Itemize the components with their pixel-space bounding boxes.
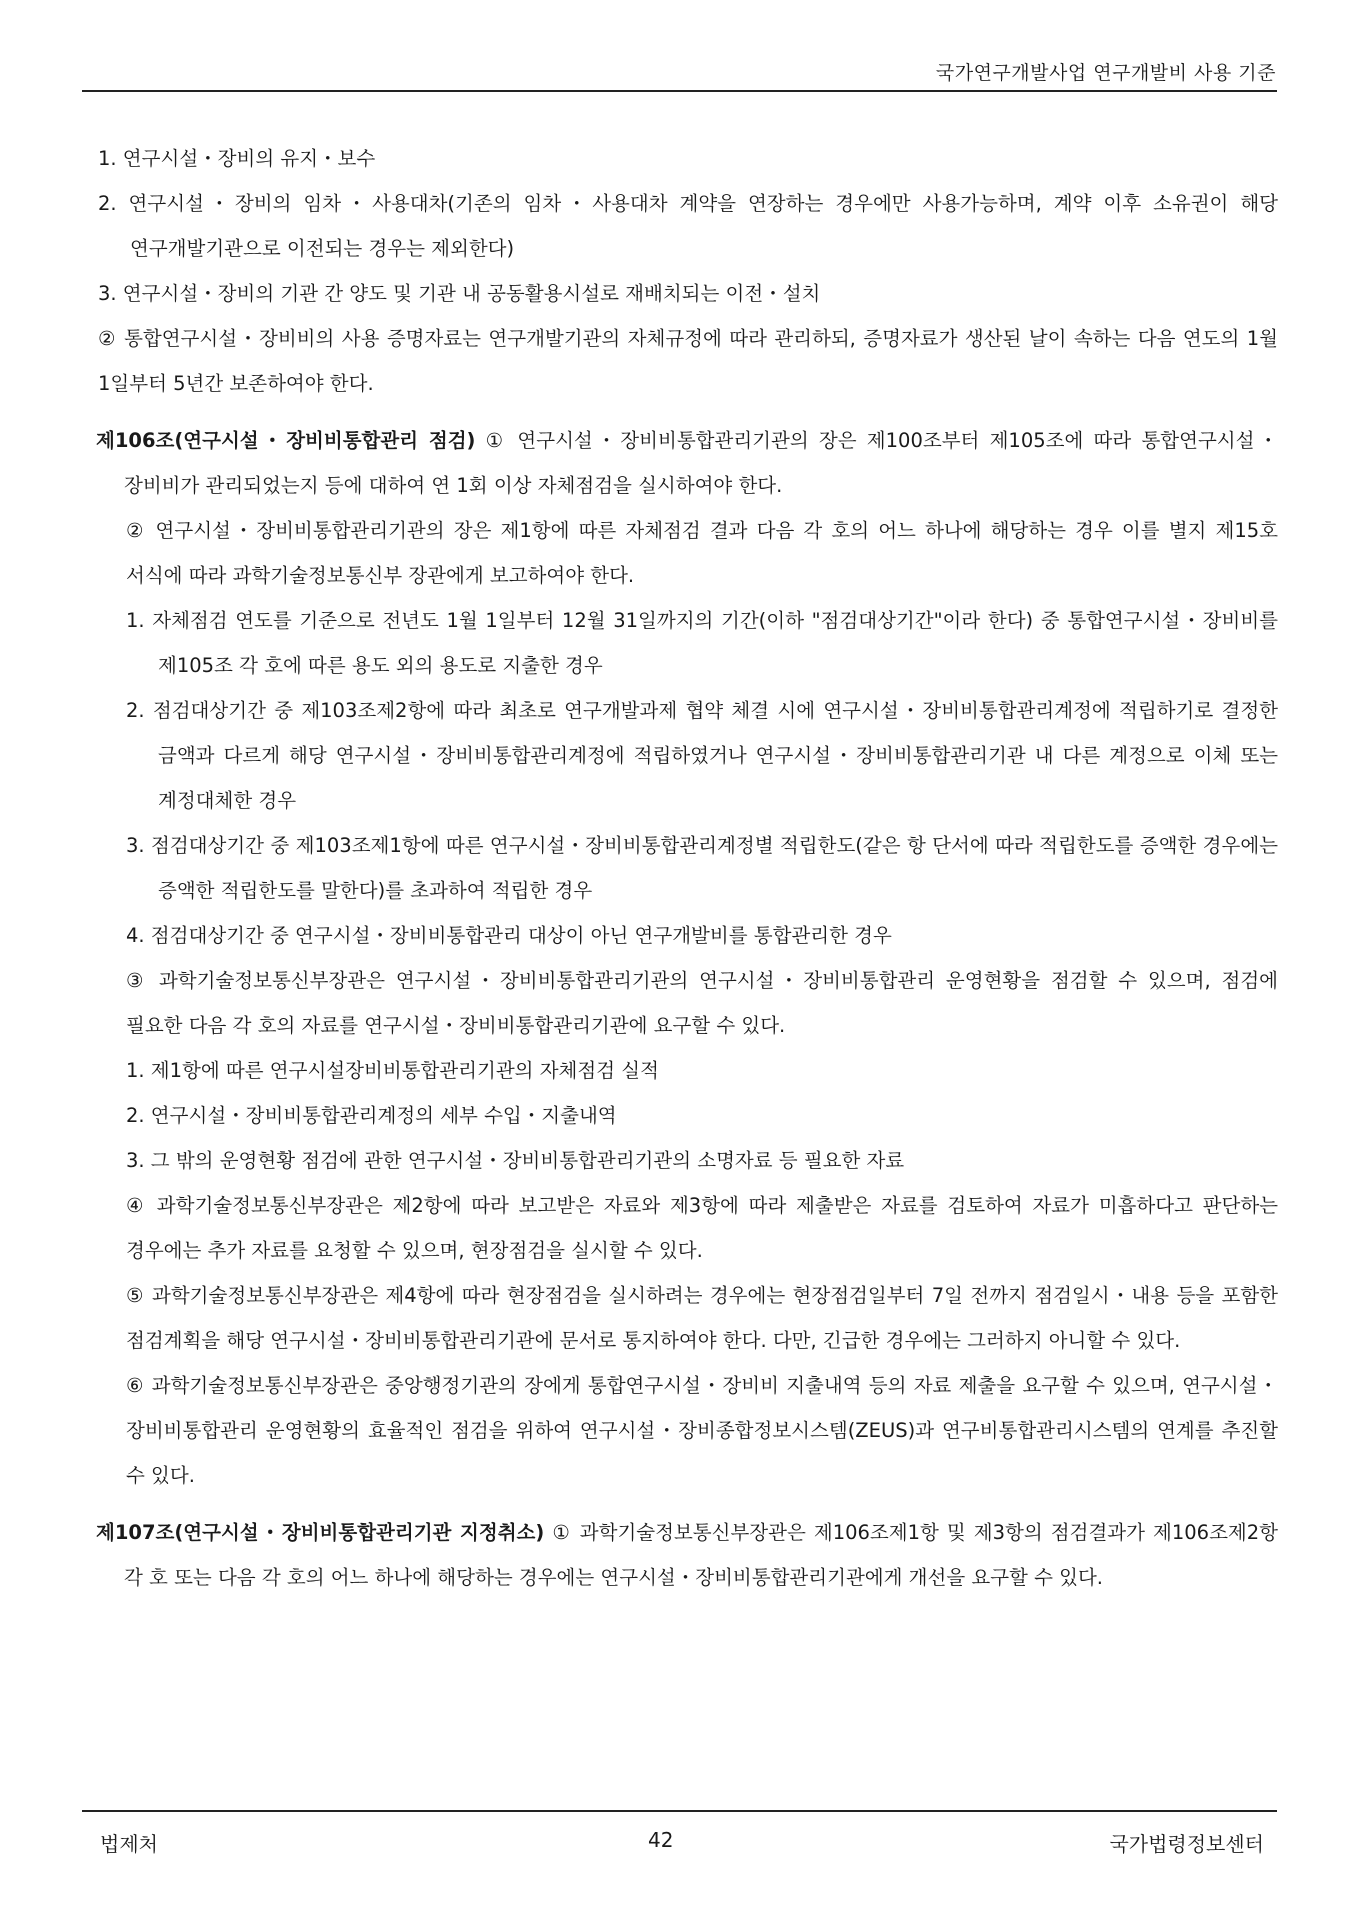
article-106-paragraph-2: ② 연구시설・장비비통합관리기관의 장은 제1항에 따른 자체점검 결과 다음 각 호의 어느 하나에 해당하는 경우 이를 별지 제15호 서식에 따라 과학기술정보통신부 장관에게 보고하여야 한다. — [126, 519, 1278, 587]
paragraph-2-evidence: ② 통합연구시설・장비비의 사용 증명자료는 연구개발기관의 자체규정에 따라 관리하되, 증명자료가 생산된 날이 속하는 다음 연도의 1월 1일부터 5년간 보존하여야 한다. — [98, 327, 1278, 395]
article-106 — [96, 418, 1278, 508]
item-3-transfer: 3. 연구시설・장비의 기관 간 양도 및 기관 내 공동활용시설로 재배치되는 이전・설치 — [98, 282, 821, 305]
header-rule — [82, 90, 1277, 92]
footer-publisher: 법제처 — [100, 1832, 158, 1856]
item-2-lease: 2. 연구시설・장비의 임차・사용대차(기존의 임차・사용대차 계약을 연장하는 경우에만 사용가능하며, 계약 이후 소유권이 해당 연구개발기관으로 이전되는 경우는 제외한다) — [98, 192, 1278, 260]
article-106-paragraph-4: ④ 과학기술정보통신부장관은 제2항에 따라 보고받은 자료와 제3항에 따라 제출받은 자료를 검토하여 자료가 미흡하다고 판단하는 경우에는 추가 자료를 요청할 수 있으며, 현장점검을 실시할 수 있다. — [126, 1194, 1278, 1262]
item-1-maintenance: 1. 연구시설・장비의 유지・보수 — [98, 147, 376, 170]
page-number: 42 — [648, 1828, 674, 1852]
article-106-paragraph-3: ③ 과학기술정보통신부장관은 연구시설・장비비통합관리기관의 연구시설・장비비통합관리 운영현황을 점검할 수 있으며, 점검에 필요한 다음 각 호의 자료를 연구시설・장비비통합관리기관에 요구할 수 있다. — [126, 969, 1278, 1037]
running-header-title: 국가연구개발사업 연구개발비 사용 기준 — [935, 62, 1276, 84]
article-106-p3-item-1: 1. 제1항에 따른 연구시설장비비통합관리기관의 자체점검 실적 — [126, 1059, 659, 1082]
article-106-item-2: 2. 점검대상기간 중 제103조제2항에 따라 최초로 연구개발과제 협약 체결 시에 연구시설・장비비통합관리계정에 적립하기로 결정한 금액과 다르게 해당 연구시설・장비비통합관리계정에 적립하였거나 연구시설・장비비통합관리기관 내 다른 계정으로 이체 또는 계정대체한 경우 — [126, 699, 1278, 812]
article-106-p3-item-2: 2. 연구시설・장비비통합관리계정의 세부 수입・지출내역 — [126, 1104, 617, 1127]
article-106-paragraph-6: ⑥ 과학기술정보통신부장관은 중앙행정기관의 장에게 통합연구시설・장비비 지출내역 등의 자료 제출을 요구할 수 있으며, 연구시설・장비비통합관리 운영현황의 효율적인 점검을 위하여 연구시설・장비종합정보시스템(ZEUS)과 연구비통합관리시스템의 연계를 추진할 수 있다. — [126, 1374, 1278, 1487]
footer-source: 국가법령정보센터 — [1109, 1832, 1264, 1856]
article-106-item-4: 4. 점검대상기간 중 연구시설・장비비통합관리 대상이 아닌 연구개발비를 통합관리한 경우 — [126, 924, 892, 947]
article-106-p3-item-3: 3. 그 밖의 운영현황 점검에 관한 연구시설・장비비통합관리기관의 소명자료 등 필요한 자료 — [126, 1149, 905, 1172]
article-106-item-3: 3. 점검대상기간 중 제103조제1항에 따른 연구시설・장비비통합관리계정별 적립한도(같은 항 단서에 따라 적립한도를 증액한 경우에는 증액한 적립한도를 말한다)를 초과하여 적립한 경우 — [126, 834, 1278, 902]
article-106-title: 제106조(연구시설・장비비통합관리 점검) — [96, 429, 476, 452]
article-106-paragraph-5: ⑤ 과학기술정보통신부장관은 제4항에 따라 현장점검을 실시하려는 경우에는 현장점검일부터 7일 전까지 점검일시・내용 등을 포함한 점검계획을 해당 연구시설・장비비통합관리기관에 문서로 통지하여야 한다. 다만, 긴급한 경우에는 그러하지 아니할 수 있다. — [126, 1284, 1278, 1352]
article-107 — [96, 1510, 1278, 1600]
article-106-paragraph-1: ① 연구시설・장비비통합관리기관의 장은 제100조부터 제105조에 따라 통합연구시설・장비비가 관리되었는지 등에 대하여 연 1회 이상 자체점검을 실시하여야 한다. — [124, 429, 1278, 497]
page-content — [98, 136, 1278, 1600]
article-106-item-1: 1. 자체점검 연도를 기준으로 전년도 1월 1일부터 12월 31일까지의 기간(이하 "점검대상기간"이라 한다) 중 통합연구시설・장비비를 제105조 각 호에 따른 용도 외의 용도로 지출한 경우 — [126, 609, 1278, 677]
article-107-title: 제107조(연구시설・장비비통합관리기관 지정취소) — [96, 1521, 545, 1544]
footer-rule — [82, 1810, 1277, 1812]
article-107-paragraph-1: ① 과학기술정보통신부장관은 제106조제1항 및 제3항의 점검결과가 제106조제2항 각 호 또는 다음 각 호의 어느 하나에 해당하는 경우에는 연구시설・장비비통합관리기관에게 개선을 요구할 수 있다. — [124, 1521, 1278, 1589]
